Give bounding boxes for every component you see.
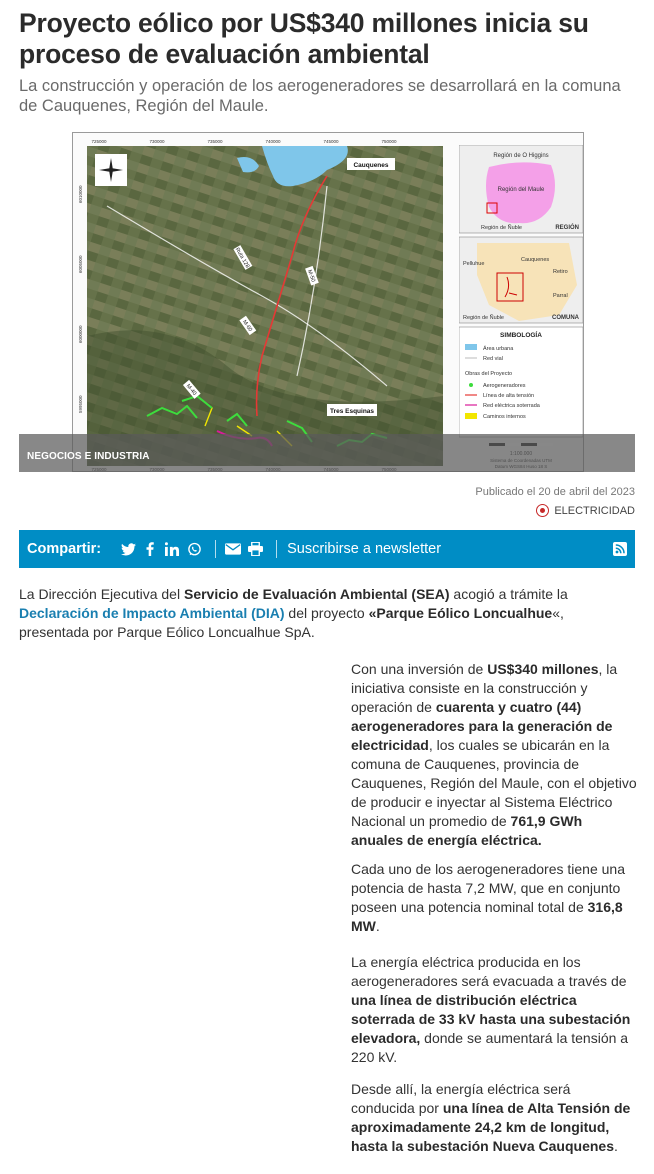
email-icon[interactable] — [224, 540, 242, 558]
inset-region-caption: REGIÓN — [555, 225, 579, 231]
legend-item: Área urbana — [483, 346, 514, 352]
print-icon[interactable] — [246, 540, 264, 558]
label-cauquenes: Cauquenes — [353, 162, 389, 169]
lead-paragraph: La Dirección Ejecutiva del Servicio de Evaluación Ambiental (SEA) acogió a trámite la Declaración de Impacto Ambiental (DIA) del proyecto «Parque Eólico Loncualhue«, presentada por Parque Eólico Loncualhue SpA. — [19, 586, 568, 640]
label-retiro: Retiro — [553, 269, 568, 275]
inset-comuna-caption: COMUNA — [552, 315, 579, 321]
newsletter-link[interactable]: Suscribirse a newsletter — [287, 541, 442, 557]
article-subtitle: La construcción y operación de los aerogeneradores se desarrollará en la comuna de Cauquenes, Región del Maule. — [19, 77, 621, 115]
label-road-1: Ruta 128 — [233, 246, 251, 270]
label-pelluhue: Pelluhue — [463, 261, 485, 267]
topic-tag[interactable] — [536, 504, 635, 517]
legend-title: SIMBOLOGÍA — [500, 332, 542, 339]
label-nuble-region: Región de Ñuble — [481, 225, 522, 231]
topic-tag-label[interactable]: ELECTRICIDAD — [554, 504, 635, 517]
body-paragraph: La energía eléctrica producida en los aerogeneradores será evacuada a través de una línea de distribución eléctrica soterrada de 33 kV hasta una subestación elevadora, donde se aumentará la tensión a 220 kV. — [351, 954, 631, 1065]
label-tres-esquinas: Tres Esquinas — [329, 408, 375, 415]
article-figure[interactable] — [19, 128, 635, 472]
label-nuble-comuna: Región de Ñuble — [463, 315, 504, 321]
legend-subtitle: Obras del Proyecto — [465, 371, 513, 377]
label-road-4: M-40 — [184, 383, 198, 397]
body-paragraph: Desde allí, la energía eléctrica será conducida por una línea de Alta Tensión de aproximadamente 24,2 km de longitud, hasta la subestación Nueva Cauquenes. — [351, 1081, 631, 1154]
facebook-icon[interactable] — [141, 540, 159, 558]
label-parral: Parral — [553, 293, 568, 299]
article-title: Proyecto eólico por US$340 millones inicia su proceso de evaluación ambiental — [19, 8, 589, 69]
whatsapp-icon[interactable] — [185, 540, 203, 558]
tick-top: 740000 — [265, 139, 281, 144]
rss-icon[interactable] — [613, 542, 627, 556]
share-separator — [276, 540, 277, 558]
legend-item: Aerogeneradores — [483, 383, 526, 389]
share-label: Compartir: — [27, 541, 102, 557]
label-maule: Región del Maule — [497, 187, 545, 193]
legend-item: Red vial — [483, 356, 503, 362]
legend-item: Caminos internos — [483, 414, 526, 420]
body-paragraph: Cada uno de los aerogeneradores tiene una potencia de hasta 7,2 MW, que en conjunto poseen una potencia nominal total de 316,8 MW. — [351, 861, 625, 934]
tick-top: 725000 — [91, 139, 107, 144]
share-separator — [215, 540, 216, 558]
category-overlay[interactable] — [19, 434, 635, 472]
twitter-icon[interactable] — [119, 540, 137, 558]
tick-left: 5995000 — [78, 395, 83, 413]
tick-left: 6005000 — [78, 255, 83, 273]
share-bar — [19, 530, 635, 568]
label-road-3: M-60 — [240, 319, 254, 333]
linkedin-icon[interactable] — [163, 540, 181, 558]
label-cauquenes-inset: Cauquenes — [521, 257, 550, 263]
tick-top: 730000 — [149, 139, 165, 144]
body-paragraph: Con una inversión de US$340 millones, la iniciativa consiste en la construcción y operación de cuarenta y cuatro (44) aerogeneradores para la generación de electricidad, los cuales se ubicarán en la comuna de Cauquenes, provincia de Cauquenes, Región del Maule, con el objetivo de producir e inyectar al Sistema Eléctrico Nacional un promedio de 761,9 GWh anuales de energía eléctrica. — [351, 661, 637, 848]
tick-top: 745000 — [323, 139, 339, 144]
publish-date: Publicado el 20 de abril del 2023 — [475, 486, 635, 498]
label-road-2: M-50 — [306, 269, 316, 283]
tick-left: 6010000 — [78, 185, 83, 203]
dia-link[interactable]: Declaración de Impacto Ambiental (DIA) — [19, 605, 285, 621]
tick-top: 735000 — [207, 139, 223, 144]
legend-item: Red eléctrica soterrada — [483, 403, 540, 409]
map-side-panels — [459, 145, 583, 471]
project-map — [72, 132, 584, 472]
bolt-circle-icon — [536, 504, 549, 517]
tick-top: 750000 — [381, 139, 397, 144]
label-ohiggins: Región de O Higgins — [493, 153, 549, 159]
tick-left: 6000000 — [78, 325, 83, 343]
category-label[interactable]: NEGOCIOS E INDUSTRIA — [27, 451, 150, 462]
legend-item: Línea de alta tensión — [483, 393, 535, 399]
